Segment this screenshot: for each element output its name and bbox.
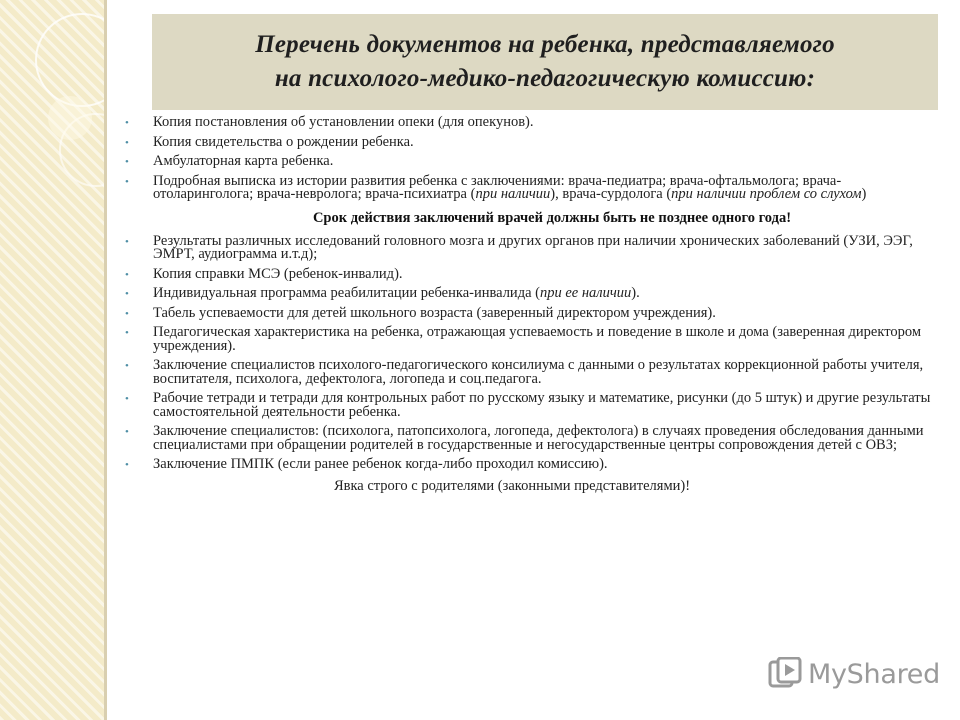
attendance-note: Явка строго с родителями (законными представителями)!: [333, 477, 691, 494]
list-item: • Копия справки МСЭ (ребенок-инвалид).: [125, 265, 403, 282]
list-item: • Копия постановления об установлении опеки (для опекунов).: [125, 114, 534, 130]
bullet-icon: •: [125, 136, 129, 149]
bullet-icon: •: [125, 235, 129, 248]
list-item: • Заключение ПМПК (если ранее ребенок когда-либо проходил комиссию).: [125, 456, 608, 472]
bullet-icon: •: [125, 459, 129, 471]
list-item: • Амбулаторная карта ребенка.: [125, 153, 334, 169]
bullet-icon: •: [125, 393, 129, 405]
sidebar-divider: [104, 0, 107, 720]
bullet-icon: •: [125, 117, 129, 129]
bullet-icon: •: [125, 156, 129, 168]
list-item: • Табель успеваемости для детей школьного возраста (заверенный директором учреждения).: [125, 304, 716, 321]
title-box: [152, 14, 938, 110]
bullet-icon: •: [125, 426, 129, 438]
page-title-line-2: на психолого-медико-педагогическую комиссию:: [274, 65, 816, 92]
list-item: • Результаты различных исследований головного мозга и других органов при наличии хронических заболеваний (УЗИ, ЭЭГ, ЭМРТ, аудиограмма и.т.д);: [125, 232, 913, 262]
list-item: • Заключение специалистов психолого-педагогического консилиума с данными о результатах коррекционной работы учителя, воспитателя, психолога, дефектолога, логопеда и соц.педагога.: [125, 357, 924, 387]
brand-watermark[interactable]: [768, 657, 940, 691]
document-list-group-2: [124, 232, 940, 472]
list-item: • Подробная выписка из истории развития ребенка с заключениями: врача-педиатра; врача-офтальмолога; врача-отоларинголога; врача-невролога; врача-психиатра (при наличии), врача-сурдолога (при наличии проблем со слухом): [125, 172, 867, 202]
decorative-sidebar: [0, 0, 104, 720]
validity-notice: Срок действия заключений врачей должны быть не позднее одного года!: [312, 209, 792, 226]
page-title-line-1: Перечень документов на ребенка, представляемого: [255, 31, 835, 58]
document-list-group-1: [124, 116, 940, 202]
list-item: • Заключение специалистов: (психолога, патопсихолога, логопеда, дефектолога) в случаях проведения обследования данными специалистами при обращении родителей в государственные и негосударственные центры сопровождения детей с ОВЗ;: [125, 423, 924, 453]
bullet-icon: •: [125, 360, 129, 372]
sidebar-circles-decoration: [0, 0, 104, 720]
bullet-icon: •: [125, 288, 129, 300]
document-list: [124, 116, 940, 495]
bullet-icon: •: [125, 268, 129, 281]
bullet-icon: •: [125, 327, 129, 339]
brand-name: MyShared: [808, 658, 940, 690]
list-item: • Рабочие тетради и тетради для контрольных работ по русскому языку и математике, рисунки (до 5 штук) и другие результаты самостоятельной деятельности ребенка.: [125, 390, 931, 420]
bullet-icon: •: [125, 175, 129, 188]
myshared-logo-icon: [768, 657, 802, 691]
bullet-icon: •: [125, 307, 129, 320]
list-item: • Педагогическая характеристика на ребенка, отражающая успеваемость и поведение в школе и дома (заверенная директором учреждения).: [125, 324, 921, 354]
list-item: • Индивидуальная программа реабилитации ребенка-инвалида (при ее наличии).: [125, 285, 640, 301]
list-item: • Копия свидетельства о рождении ребенка.: [125, 133, 414, 150]
